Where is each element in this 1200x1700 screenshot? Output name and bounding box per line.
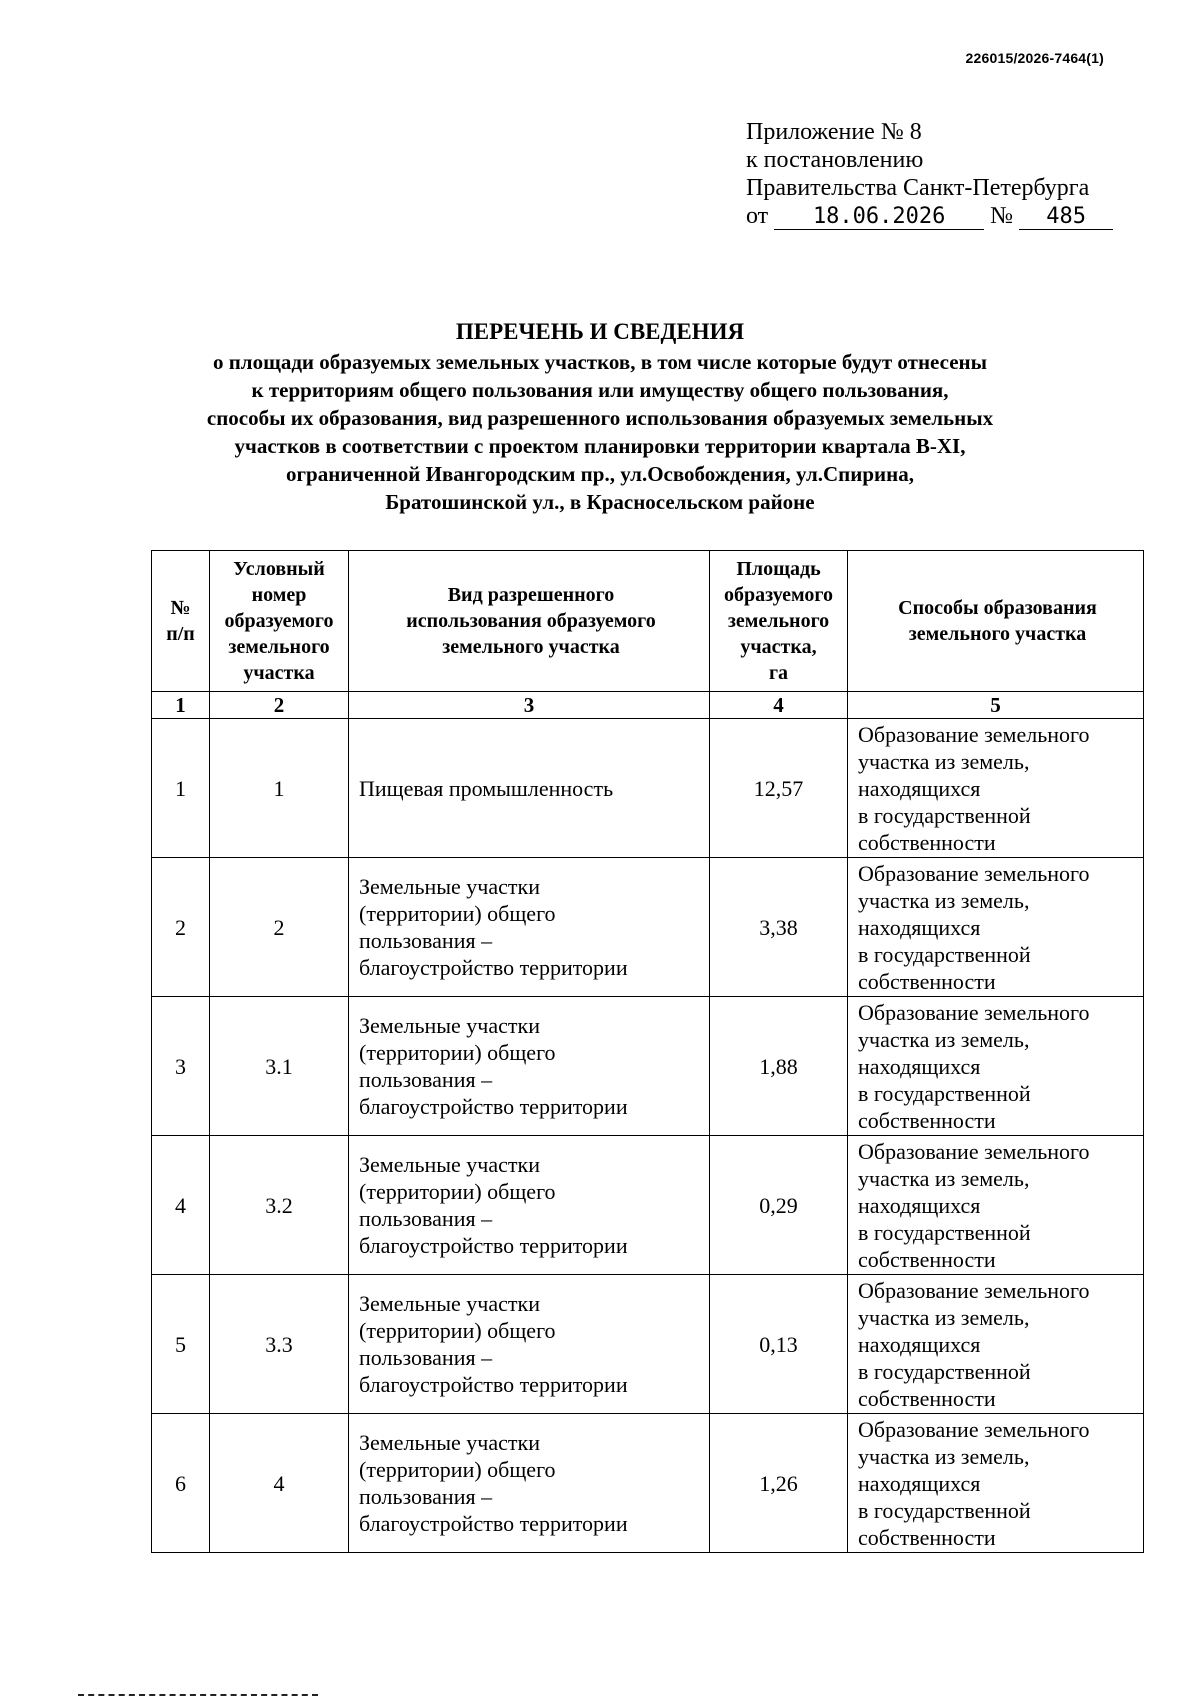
cell-area: 0,13 [710,1275,848,1414]
cell-plot-id: 3.3 [210,1275,349,1414]
header-number: № п/п [152,551,210,692]
cell-number: 6 [152,1414,210,1553]
resolution-date-number-row [746,202,1113,230]
appendix-block [746,118,1113,230]
appendix-title: Приложение № 8 [746,119,922,145]
cell-area: 1,26 [710,1414,848,1553]
document-title [150,318,1050,516]
title-main: ПЕРЕЧЕНЬ И СВЕДЕНИЯ [455,319,745,344]
cell-permitted-use: Земельные участки (территории) общего пользования – благоустройство территории [349,1136,710,1275]
from-label: от [746,203,769,229]
cell-number: 5 [152,1275,210,1414]
header-permitted-use: Вид разрешенного использования образуемого земельного участка [349,551,710,692]
cell-permitted-use: Земельные участки (территории) общего пользования – благоустройство территории [349,858,710,997]
appendix-to-resolution: к постановлению [746,147,924,173]
cell-area: 12,57 [710,719,848,858]
cell-area: 1,88 [710,997,848,1136]
table-row [152,1136,1144,1275]
cell-number: 3 [152,997,210,1136]
cell-formation-method: Образование земельного участка из земель, находящихся в государственной собственности [848,997,1144,1136]
table-row [152,1275,1144,1414]
cell-permitted-use: Земельные участки (территории) общего пользования – благоустройство территории [349,1275,710,1414]
cell-formation-method: Образование земельного участка из земель, находящихся в государственной собственности [848,719,1144,858]
scan-footer-mark [78,1694,318,1700]
cell-plot-id: 3.1 [210,997,349,1136]
resolution-date: 18.06.2026 [774,205,984,230]
header-formation-method: Способы образования земельного участка [848,551,1144,692]
cell-area: 0,29 [710,1136,848,1275]
cell-formation-method: Образование земельного участка из земель, находящихся в государственной собственности [848,858,1144,997]
column-number: 2 [210,692,349,719]
cell-number: 1 [152,719,210,858]
appendix-government: Правительства Санкт-Петербурга [746,175,1090,201]
title-line-6: Братошинской ул., в Красносельском районе [385,490,815,514]
cell-formation-method: Образование земельного участка из земель, находящихся в государственной собственности [848,1275,1144,1414]
cell-plot-id: 4 [210,1414,349,1553]
cell-permitted-use: Земельные участки (территории) общего пользования – благоустройство территории [349,1414,710,1553]
table-row [152,719,1144,858]
title-line-2: к территориям общего пользования или имуществу общего пользования, [251,378,949,402]
title-line-4: участков в соответствии с проектом планировки территории квартала В-XI, [234,434,966,458]
table-row [152,1414,1144,1553]
cell-number: 2 [152,858,210,997]
cell-plot-id: 2 [210,858,349,997]
cell-permitted-use: Земельные участки (территории) общего пользования – благоустройство территории [349,997,710,1136]
title-line-5: ограниченной Ивангородским пр., ул.Освобождения, ул.Спирина, [285,462,914,486]
column-number: 4 [710,692,848,719]
cell-number: 4 [152,1136,210,1275]
cell-permitted-use: Пищевая промышленность [349,719,710,858]
title-line-1: о площади образуемых земельных участков, в том числе которые будут отнесены [212,350,988,374]
number-label: № [990,203,1014,229]
title-line-3: способы их образования, вид разрешенного использования образуемых земельных [206,406,994,430]
table-row [152,858,1144,997]
column-number: 1 [152,692,210,719]
document-number: 226015/2026-7464(1) [965,50,1104,66]
land-plots-table [151,550,1144,1553]
resolution-number: 485 [1019,205,1113,230]
table-row [152,997,1144,1136]
header-area: Площадь образуемого земельного участка, га [710,551,848,692]
column-number: 3 [349,692,710,719]
cell-area: 3,38 [710,858,848,997]
column-number: 5 [848,692,1144,719]
table-header-row [152,551,1144,692]
column-numbers-row [152,692,1144,719]
cell-plot-id: 3.2 [210,1136,349,1275]
cell-formation-method: Образование земельного участка из земель, находящихся в государственной собственности [848,1136,1144,1275]
header-plot-id: Условный номер образуемого земельного участка [210,551,349,692]
cell-plot-id: 1 [210,719,349,858]
cell-formation-method: Образование земельного участка из земель, находящихся в государственной собственности [848,1414,1144,1553]
